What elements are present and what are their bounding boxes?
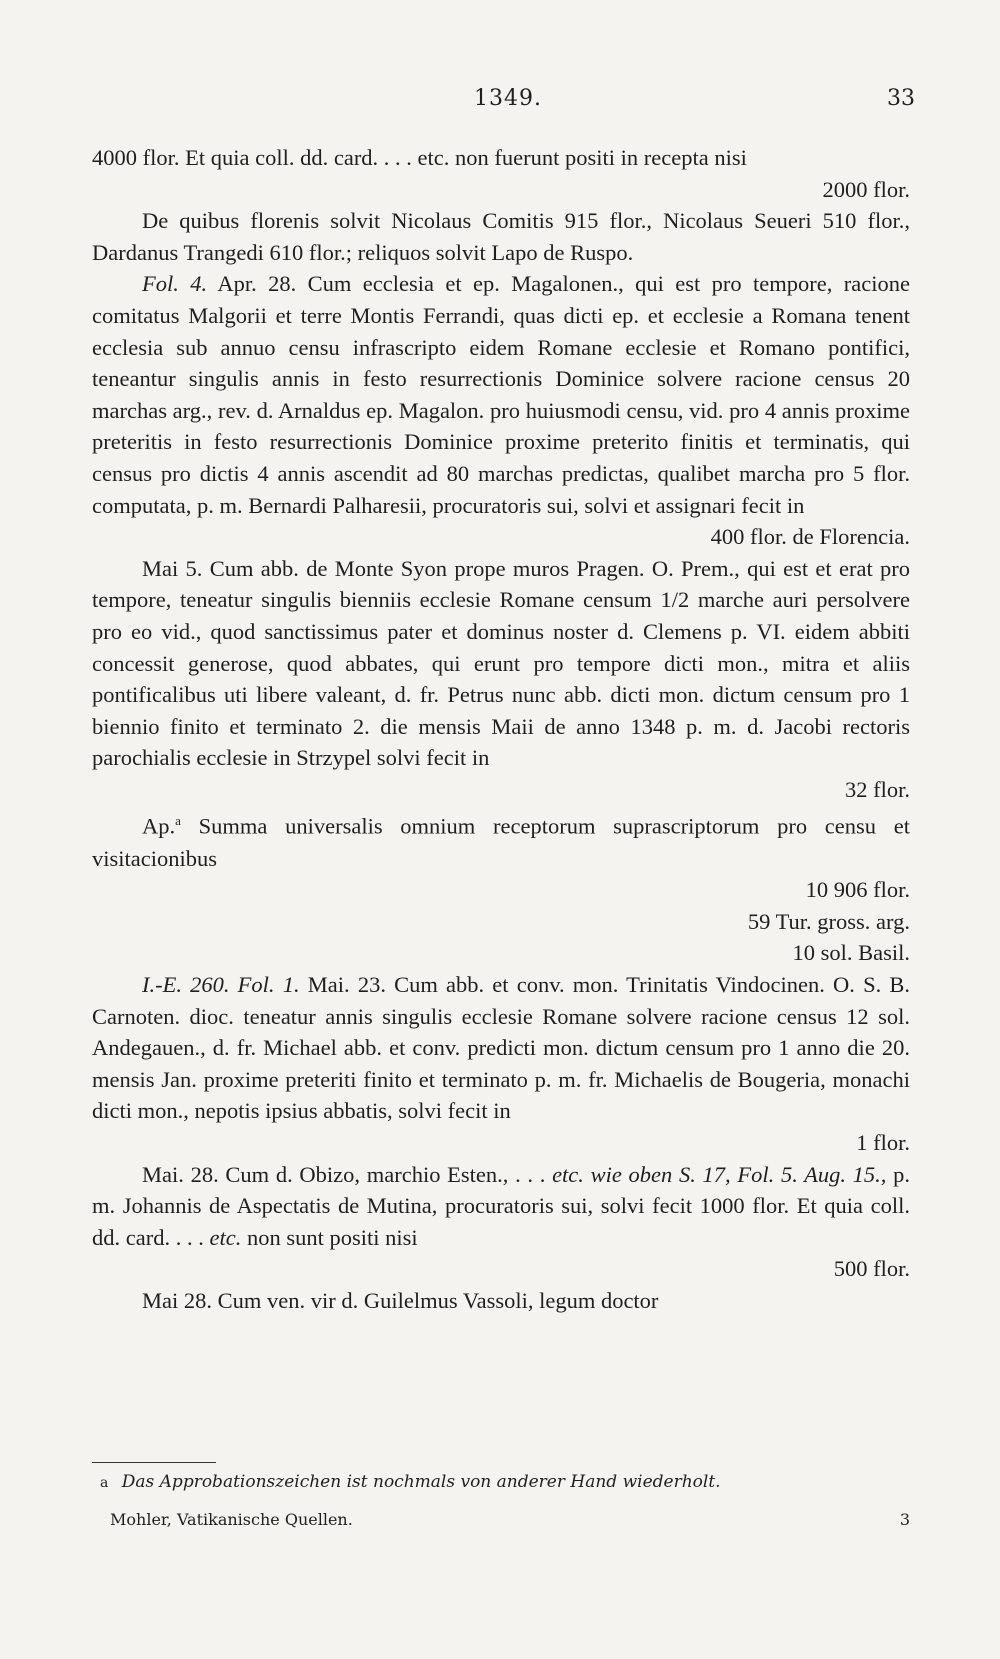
footnote-mark: a: [100, 1475, 109, 1491]
paragraph-3: [92, 268, 910, 521]
amount: 400 flor. de Florencia.: [710, 524, 910, 550]
paragraph-4: [92, 553, 910, 774]
footnote-text: Das Approbationszeichen ist nochmals von anderer Hand wiederholt.: [121, 1472, 721, 1492]
summary-amount-3: 10 sol. Basil.: [792, 940, 910, 966]
paragraph-2-text: De quibus florenis solvit Nicolaus Comitis 915 flor., Nicolaus Seueri 510 flor., Dardanus Trangedi 610 flor.; reliquos solvit Lapo de Ruspo.: [92, 208, 910, 265]
signature-right: 3: [899, 1510, 910, 1529]
footnote: [100, 1470, 920, 1495]
paragraph-6-text-b: p. m. Johannis de Aspectatis de Mutina, procuratoris sui, solvi fecit 1000 flor. Et quia coll. dd. card. . . .: [92, 1161, 911, 1250]
paragraph-1: [92, 142, 910, 174]
amount: 500 flor.: [833, 1256, 910, 1282]
amount-line: [92, 174, 910, 206]
page-number: 33: [887, 86, 915, 111]
body-text: [92, 142, 910, 1316]
paragraph-6-text-a: Mai. 28. Cum d. Obizo, marchio Esten., . . .: [142, 1161, 546, 1187]
paragraph-5-text: Mai. 23. Cum abb. et conv. mon. Trinitatis Vindocinen. O. S. B. Carnoten. dioc. teneatur annis singulis ecclesie Romane solvere racione census 12 sol. Andegauen., d. fr. Michael abb. et conv. predicti mon. dictum censum pro 1 anno die 20. mensis Jan. proxime preteriti finito et terminato p. m. fr. Michaelis de Bougeria, monachi dicti mon., nepotis ipsius abbatis, solvi fecit in: [92, 971, 911, 1124]
cross-ref: etc. wie oben S. 17, Fol. 5. Aug. 15.,: [552, 1161, 887, 1187]
paragraph-3-text: Apr. 28. Cum ecclesia et ep. Magalonen., qui est pro tempore, racione comitatus Malgorii et terre Montis Ferrandi, quas dicti ep. et ecclesie a Romana tenent ecclesia sub annuo censu infrascripto eidem Romane ecclesie et Romano pontifici, teneantur singulis annis in festo resurrectionis Dominice solvere racione census 20 marchas arg., rev. d. Arnaldus ep. Magalon. pro huiusmodi censu, vid. pro 4 annis proxime preteritis in festo resurrectionis Dominice proxime preterito finitis et terminatis, qui census pro dictis 4 annis ascendit ad 80 marchas predictas, qualibet marcha pro 5 flor. computata, p. m. Bernardi Palharesii, procuratoris sui, solvi et assignari fecit in: [92, 271, 911, 518]
folio-ref: I.-E. 260. Fol. 1.: [142, 971, 300, 997]
paragraph-7-text: Mai 28. Cum ven. vir d. Guilelmus Vassoli, legum doctor: [142, 1287, 659, 1313]
paragraph-6-text-c: non sunt positi nisi: [246, 1224, 418, 1250]
folio-ref: Fol. 4.: [142, 271, 208, 297]
amount-line: [92, 521, 910, 553]
signature-line: [110, 1510, 910, 1534]
summary-amount-1: 10 906 flor.: [805, 877, 910, 903]
paragraph-2: [92, 205, 910, 268]
paragraph-4-text-b: marche auri persolvere pro eo vid., quod sanctissimus pater et dominus noster d. Clemens p. VI. eidem abbiti concessit generose, quod abbates, qui erunt pro tempore dicti mon., mitra et aliis pontificalibus uti libere valeant, d. fr. Petrus nunc abb. dicti mon. dictum censum pro 1 biennio finito et terminato 2. die mensis Maii de anno 1348 p. m. d. Jacobi rectoris parochialis ecclesie in Strzypel solvi fecit in: [92, 587, 911, 771]
footnote-ref: a: [175, 813, 181, 829]
paragraph-1-text: 4000 flor. Et quia coll. dd. card. . . . etc. non fuerunt positi in recepta nisi: [92, 145, 747, 170]
summary-amount-2: 59 Tur. gross. arg.: [747, 908, 910, 934]
paragraph-7: [92, 1285, 910, 1317]
summary-text: Summa universalis omnium receptorum suprascriptorum pro censu et visitacionibus: [92, 813, 910, 871]
header-year: 1349.: [474, 86, 542, 111]
paragraph-6: [92, 1159, 910, 1254]
amount: 32 flor.: [845, 776, 910, 802]
amount-line: [92, 1253, 910, 1285]
summary-paragraph: [92, 805, 910, 874]
summary-label: Ap.: [142, 813, 176, 839]
etc: etc.: [209, 1224, 242, 1250]
amount: 1 flor.: [856, 1129, 910, 1155]
summary-amounts: [92, 874, 910, 969]
amount-line: [92, 1127, 910, 1159]
paragraph-5: [92, 969, 910, 1127]
fraction: 1/2: [660, 587, 690, 613]
amount-line: [92, 774, 910, 806]
footnote-rule: [92, 1462, 216, 1463]
paragraph-4-text-a: Mai 5. Cum abb. de Monte Syon prope muros Pragen. O. Prem., qui est et erat pro tempore, teneatur singulis bienniis ecclesie Romane censum: [92, 555, 910, 613]
amount: 2000 flor.: [822, 176, 910, 202]
page-header: [0, 86, 1000, 116]
signature-left: Mohler, Vatikanische Quellen.: [110, 1510, 353, 1529]
